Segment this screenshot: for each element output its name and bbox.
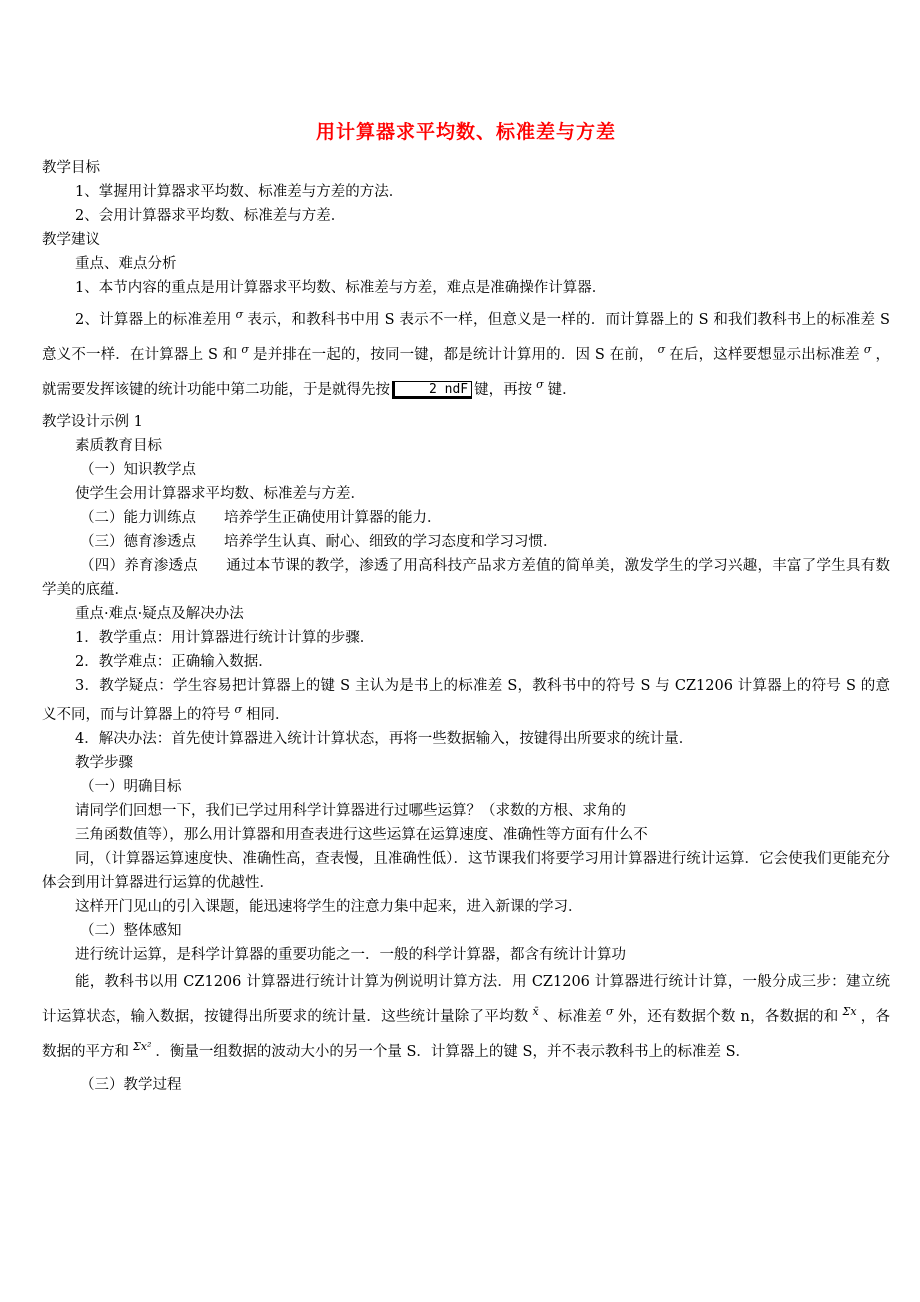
advice-subheading: 重点、难点分析: [75, 256, 177, 272]
text-run: 能，教科书以用 CZ1206 计算器进行统计计算为例说明计算方法．用 CZ1206 计算器进行统计计算，一般分成三步：建立统计运算状态，输入数据，按键得出所要求的统计量．这些统计量除了平均数: [42, 974, 890, 1026]
sigma-symbol: σ: [235, 308, 244, 321]
text-run: ．衡量一组数据的波动大小的另一个量 S．计算器上的键 S，并不表示教科书上的标准差 S．: [155, 1043, 751, 1060]
focus-item-3: [42, 674, 890, 727]
focus-item-2: 2．教学难点：正确输入数据．: [75, 654, 273, 671]
text-run: 3．教学疑点：学生容易把计算器上的键 S 主认为是书上的标准差 S，教科书中的符号 S 与 CZ1206 计算器上的符号 S 的意义不同，而与计算器上的符号: [42, 678, 890, 724]
page-title: 用计算器求平均数、标准差与方差: [315, 121, 616, 143]
focus-item-4: 4．解决办法：首先使计算器进入统计计算状态，再将一些数据输入，按键得出所要求的统计量．: [75, 731, 694, 748]
aesthetic-text: 通过本节课的教学，渗透了用高科技产品求方差值的简单美，激发学生的学习兴趣，丰富了学生具有数学美的底蕴．: [42, 558, 891, 599]
text-run: ，各数据的平方和: [42, 1009, 891, 1060]
step-1-heading: （一）明确目标: [80, 779, 182, 796]
text-run: 外，还有数据个数 n，各数据的和: [617, 1009, 839, 1026]
text-run: 、标准差: [542, 1009, 602, 1026]
focus-item-1: 1．教学重点：用计算器进行统计计算的步骤．: [75, 630, 375, 647]
moral-text: 培养学生认真、耐心、细致的学习态度和学习习惯．: [224, 534, 558, 551]
text-run: 表示，和教科书中用 S 表示不一样，但意义是一样的．而计算器上的 S 和我们教科书上的标准差 S 意义不一样．在计算器上 S 和: [42, 311, 890, 363]
step-1-summary: 这样开门见山的引入课题，能迅速将学生的注意力集中起来，进入新课的学习．: [75, 899, 583, 916]
sigma-symbol: σ: [241, 342, 249, 356]
sum-x-squared-symbol: Σx²: [133, 1040, 152, 1054]
sum-x-symbol: Σx: [842, 1005, 857, 1019]
advice-paragraph-1: 1、本节内容的重点是用计算器求平均数、标准差与方差，难点是准确操作计算器．: [75, 280, 607, 296]
second-function-key-icon: 2 ndF: [392, 381, 472, 399]
text-run: ，就需要发挥该键的统计功能中第二功能，于是就得先按: [42, 346, 891, 398]
step-2-paragraph: [42, 967, 890, 1067]
quality-heading: 素质教育目标: [75, 438, 162, 455]
sigma-symbol: σ: [234, 703, 243, 717]
moral-point: [42, 530, 890, 554]
moral-label: （三）德育渗透点: [80, 534, 196, 551]
steps-heading: 教学步骤: [75, 755, 133, 772]
step-1-line-2: 三角函数值等），那么用计算器和用查表进行这些运算在运算速度、准确性等方面有什么不: [75, 827, 648, 844]
text-run: 在后，这样要想显示出标准差: [669, 346, 860, 363]
text-run: 键．: [547, 381, 577, 398]
ability-text: 培养学生正确使用计算器的能力．: [224, 510, 442, 527]
focus-heading: 重点·难点·疑点及解决办法: [75, 606, 244, 623]
sigma-symbol: σ: [536, 377, 544, 391]
ability-label: （二）能力训练点: [80, 510, 196, 527]
goal-item-1: 1、掌握用计算器求平均数、标准差与方差的方法．: [75, 184, 404, 200]
ability-point: [42, 506, 890, 530]
step-1-paragraph: 同，（计算器运算速度快、准确性高，查表慢，且准确性低）．这节课我们将要学习用计算器进行统计运算．它会使我们更能充分体会到用计算器进行运算的优越性．: [42, 851, 890, 892]
text-run: 键，再按: [474, 381, 533, 398]
step-2-heading: （二）整体感知: [80, 923, 182, 940]
knowledge-point-text: 使学生会用计算器求平均数、标准差与方差．: [75, 486, 365, 503]
aesthetic-label: （四）养育渗透点: [80, 558, 199, 575]
step-2-line-1: 进行统计运算，是科学计算器的重要功能之一．一般的科学计算器，都含有统计计算功: [75, 947, 626, 964]
mean-symbol: x̄: [532, 1005, 539, 1019]
sigma-symbol: σ: [657, 342, 666, 356]
text-run: 相同．: [246, 707, 290, 724]
goals-heading: 教学目标: [42, 160, 100, 176]
sigma-symbol: σ: [863, 342, 872, 356]
sigma-symbol: σ: [605, 1005, 614, 1019]
goal-item-2: 2、会用计算器求平均数、标准差与方差．: [75, 208, 346, 224]
knowledge-point-label: （一）知识教学点: [80, 462, 196, 479]
advice-paragraph-2: [42, 300, 890, 404]
text-run: 2、计算器上的标准差用: [75, 311, 232, 328]
aesthetic-point: [42, 554, 890, 602]
advice-heading: 教学建议: [42, 232, 100, 248]
text-run: 是并排在一起的，按同一键，都是统计计算用的．因 S 在前，: [252, 346, 654, 363]
design-heading: 教学设计示例 1: [42, 414, 143, 431]
document-page: [42, 118, 890, 1097]
step-1-line-1: 请同学们回想一下，我们已学过用科学计算器进行过哪些运算？（求数的方根、求角的: [75, 803, 626, 820]
step-3-heading: （三）教学过程: [80, 1076, 182, 1093]
